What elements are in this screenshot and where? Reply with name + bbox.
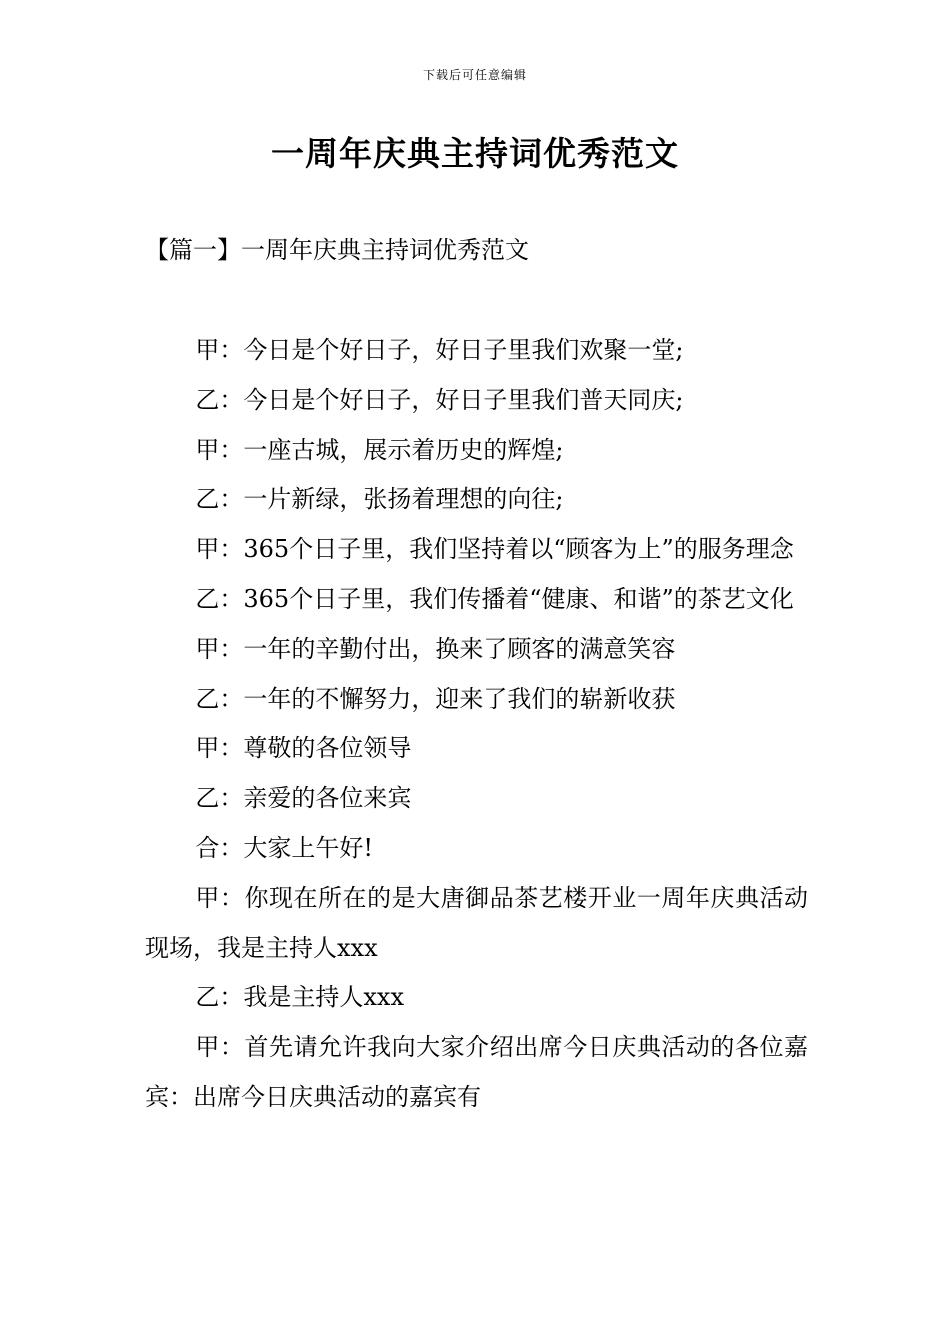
dialogue-line: 乙：一年的不懈努力，迎来了我们的崭新收获 bbox=[195, 684, 676, 713]
dialogue-line: 甲：你现在所在的是大唐御品茶艺楼开业一周年庆典活动现场，我是主持人xxx bbox=[145, 883, 808, 962]
dialogue-line: 乙：一片新绿，张扬着理想的向往; bbox=[195, 485, 564, 514]
dialogue-line: 乙：亲爱的各位来宾 bbox=[195, 784, 412, 813]
header-note: 下载后可任意编辑 bbox=[422, 68, 527, 82]
dialogue-line: 甲：一座古城，展示着历史的辉煌; bbox=[195, 435, 564, 464]
dialogue-line: 乙：今日是个好日子，好日子里我们普天同庆; bbox=[195, 385, 684, 414]
dialogue-line: 乙：我是主持人xxx bbox=[195, 983, 404, 1012]
dialogue-line: 合：大家上午好! bbox=[195, 833, 374, 862]
dialogue-line: 乙：365个日子里，我们传播着“健康、和谐”的茶艺文化 bbox=[195, 584, 794, 613]
dialogue-line: 甲：首先请允许我向大家介绍出席今日庆典活动的各位嘉宾：出席今日庆典活动的嘉宾有 bbox=[145, 1033, 808, 1111]
dialogue-line: 甲：尊敬的各位领导 bbox=[195, 734, 412, 763]
document-title: 一周年庆典主持词优秀范文 bbox=[271, 134, 679, 173]
dialogue-line: 甲：今日是个好日子，好日子里我们欢聚一堂; bbox=[195, 336, 684, 364]
body-text bbox=[145, 326, 808, 1123]
section-heading: 【篇一】一周年庆典主持词优秀范文 bbox=[145, 236, 529, 264]
dialogue-line: 甲：365个日子里，我们坚持着以“顾客为上”的服务理念 bbox=[195, 535, 794, 564]
dialogue-line: 甲：一年的辛勤付出，换来了顾客的满意笑容 bbox=[195, 634, 676, 663]
